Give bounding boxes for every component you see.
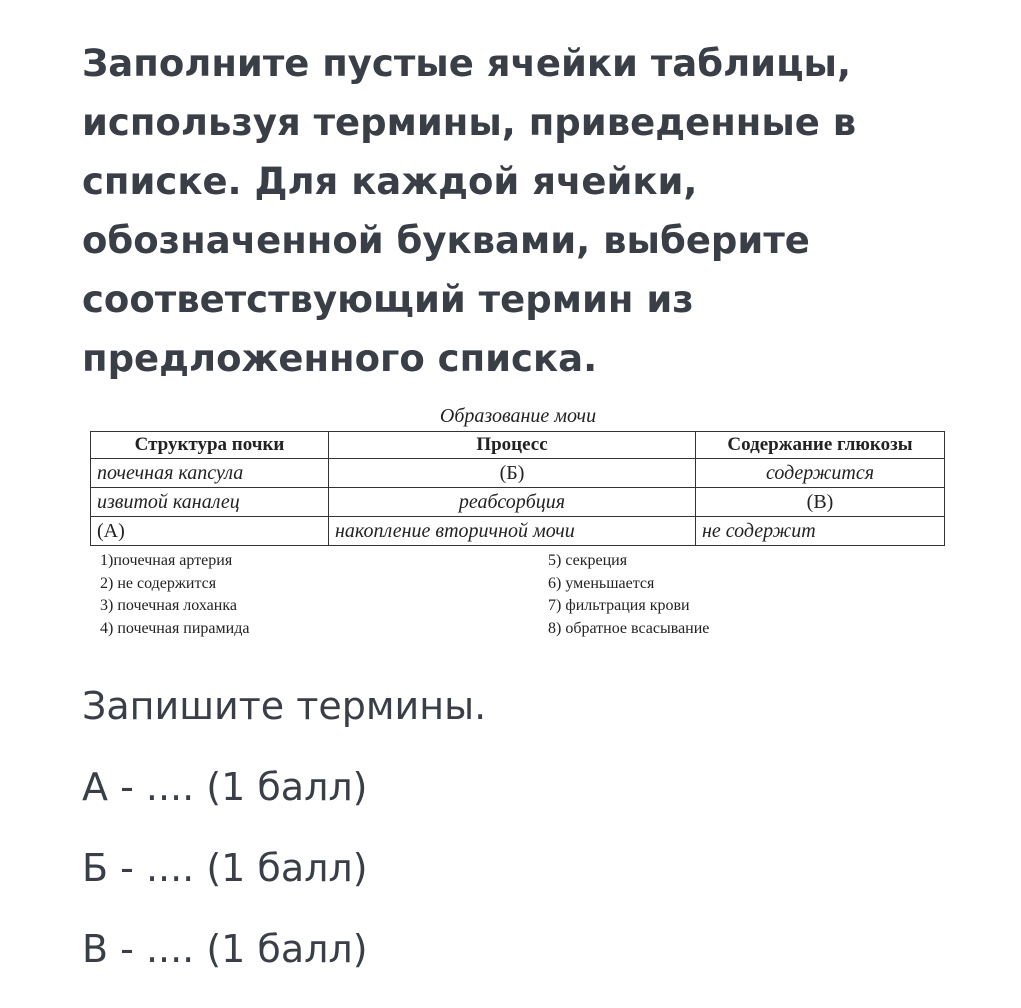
option-item: 5) секреция [548,552,628,569]
task-figure [88,404,948,640]
table-cell: извитой каналец [91,488,329,517]
option-item: 2) не содержится [100,574,217,592]
table-cell-blank-a: (А) [91,517,329,546]
table-cell: почечная капсула [91,459,329,488]
answer-line-a: А - .... (1 балл) [82,765,368,809]
table-row [91,488,945,517]
table-row [91,459,945,488]
table-cell-blank-b: (Б) [329,459,696,488]
question-text: Заполните пустые ячейки таблицы, используя термины, приведенные в списке. Для каждой ячейки, обозначенной буквами, выберите соответствующий термин из предложенного списка. [82,42,857,380]
answer-line-b: Б - .... (1 балл) [82,846,368,890]
instruction-text: Запишите термины. [82,684,487,728]
option-item: 8) обратное всасывание [548,619,710,637]
option-item: 7) фильтрация крови [548,597,690,614]
table-row [91,517,945,546]
table-cell: накопление вторичной мочи [329,517,696,546]
option-item: 4) почечная пирамида [100,619,250,637]
header-glucose: Содержание глюкозы [696,432,945,459]
header-process: Процесс [329,432,696,459]
table-cell: содержится [696,459,945,488]
options-list-left [100,550,249,640]
table-cell-blank-v: (В) [696,488,945,517]
answers-block [82,680,486,1004]
header-structure: Структура почки [91,432,329,459]
table-title: Образование мочи [439,405,597,427]
options-list-right [548,550,709,640]
option-item: 3) почечная лоханка [100,597,237,614]
option-item: 6) уменьшается [548,574,655,592]
answer-line-v: В - .... (1 балл) [82,927,368,971]
table-cell: не содержит [696,517,945,546]
table-cell: реабсорбция [329,488,696,517]
option-item: 1)почечная артерия [100,552,233,569]
table-header-row [91,432,945,459]
terms-table [90,431,945,546]
